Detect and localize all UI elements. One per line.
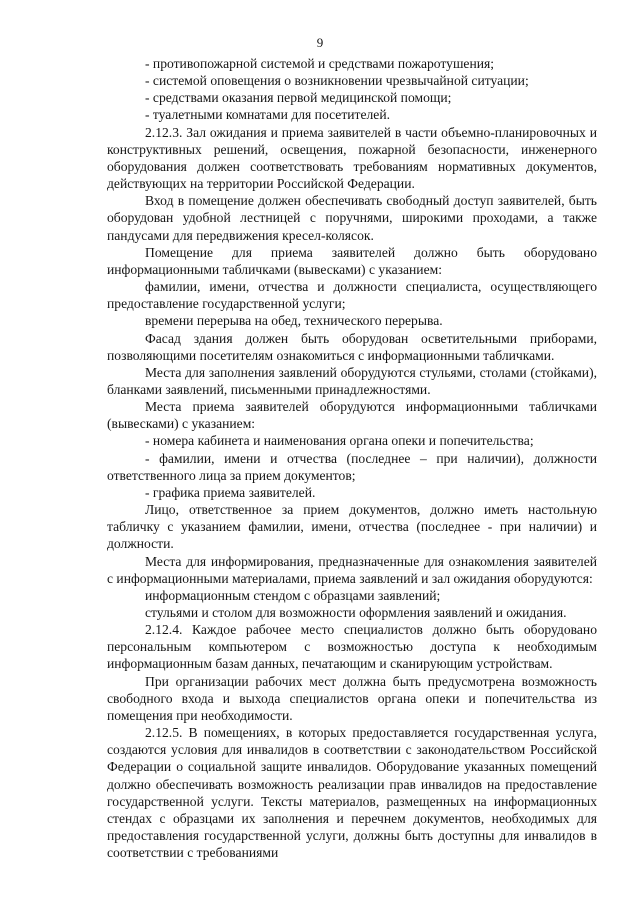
- paragraph-reception-places: Места приема заявителей оборудуются информационными табличками (вывесками) с указанием:: [107, 399, 597, 432]
- paragraph-fire-protection: - противопожарной системой и средствами пожаротушения;: [145, 56, 495, 71]
- paragraph-2-12-3: 2.12.3. Зал ожидания и приема заявителей в части объемно-планировочных и конструктивных решений, освещения, пожарной безопасности, инженерного оборудования должен соответствовать требованиям нормативных документов, действующих на территории Российской Федерации.: [107, 124, 597, 192]
- paragraph-responsible-person: - фамилии, имени и отчества (последнее – при наличии), должности ответственного лица за прием документов;: [107, 450, 597, 483]
- paragraph-2-12-4: 2.12.4. Каждое рабочее место специалистов должно быть оборудовано персональным компьютером с возможностью доступа к необходимым информационным базам данных, печатающим и сканирующим устройствам.: [107, 622, 597, 672]
- document-body: [107, 55, 597, 861]
- paragraph-chairs-table: стульями и столом для возможности оформления заявлений и ожидания.: [145, 605, 567, 620]
- page-number: 9: [316, 35, 324, 50]
- paragraph-workplace-access: При организации рабочих мест должна быть предусмотрена возможность свободного входа и выхода специалистов органа опеки и попечительства из помещения при необходимости.: [107, 673, 597, 723]
- paragraph-reception-schedule: - графика приема заявителей.: [145, 484, 316, 500]
- paragraph-entrance: Вход в помещение должен обеспечивать свободный доступ заявителей, быть оборудован удобной лестницей с поручнями, широкими проходами, а также пандусами для передвижения кресел-колясок.: [107, 193, 597, 243]
- paragraph-specialist-name: фамилии, имени, отчества и должности специалиста, осуществляющего предоставление государственной услуги;: [107, 279, 597, 312]
- paragraph-signage-intro: Помещение для приема заявителей должно быть оборудовано информационными табличками (вывесками) с указанием:: [107, 244, 597, 277]
- paragraph-restrooms: - туалетными комнатами для посетителей.: [145, 107, 390, 123]
- paragraph-emergency-alert: - системой оповещения о возникновении чрезвычайной ситуации;: [145, 73, 529, 89]
- paragraph-info-stand: информационным стендом с образцами заявлений;: [145, 587, 441, 603]
- paragraph-desk-plate: Лицо, ответственное за прием документов, должно иметь настольную табличку с указанием фамилии, имени, отчества (последнее - при наличии) и должности.: [107, 502, 597, 552]
- paragraph-2-12-5: 2.12.5. В помещениях, в которых предоставляется государственная услуга, создаются условия для инвалидов в соответствии с законодательством Российской Федерации о социальной защите инвалидов. Оборудование указанных помещений должно обеспечивать возможность реализации прав инвалидов на предоставление государственной услуги. Тексты материалов, размещенных на информационных стендах с образцами их заполнения и перечнем документов, необходимых для предоставления государственной услуги, должны быть доступны для инвалидов в соответствии с требованиями: [107, 725, 597, 861]
- paragraph-first-aid: - средствами оказания первой медицинской помощи;: [145, 90, 452, 106]
- paragraph-information-places: Места для информирования, предназначенные для ознакомления заявителей с информационными материалами, приема заявлений и зал ожидания оборудуются:: [107, 553, 597, 586]
- paragraph-break-time: времени перерыва на обед, технического перерыва.: [145, 313, 443, 329]
- paragraph-facade-lighting: Фасад здания должен быть оборудован осветительными приборами, позволяющими посетителям ознакомиться с информационными табличками.: [107, 330, 597, 363]
- paragraph-room-number: - номера кабинета и наименования органа опеки и попечительства;: [145, 433, 534, 449]
- paragraph-form-filling-places: Места для заполнения заявлений оборудуются стульями, столами (стойками), бланками заявлений, письменными принадлежностями.: [107, 364, 597, 397]
